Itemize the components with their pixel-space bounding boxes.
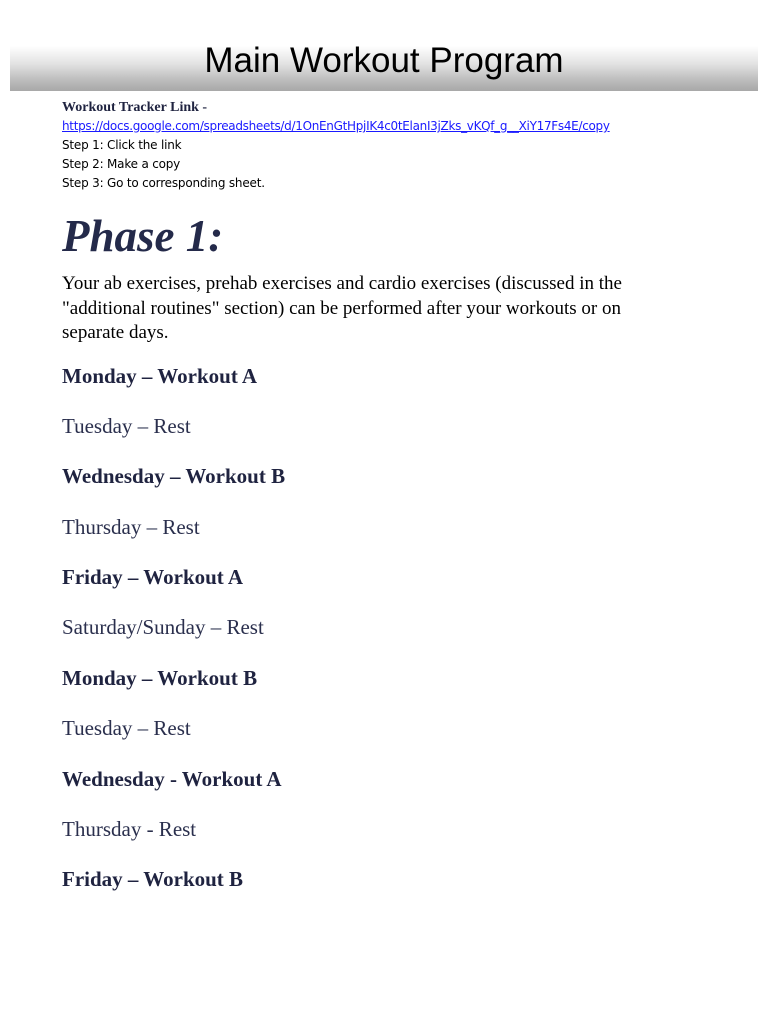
step-1: Step 1: Click the link	[62, 138, 182, 152]
schedule-item: Friday – Workout A	[62, 565, 244, 590]
phase-title: Phase 1:	[62, 211, 224, 261]
schedule-item: Friday – Workout B	[62, 867, 244, 892]
step-2: Step 2: Make a copy	[62, 157, 181, 171]
schedule-item: Monday – Workout B	[62, 665, 258, 690]
tracker-link[interactable]: https://docs.google.com/spreadsheets/d/1OnEnGtHpjIK4c0tElanI3jZks_vKQf_g__XiY17Fs4E/copy	[62, 119, 610, 133]
schedule-item: Wednesday - Workout A	[62, 766, 282, 791]
schedule-list	[62, 364, 742, 918]
schedule-item: Saturday/Sunday – Rest	[62, 615, 264, 640]
tracker-link-label: Workout Tracker Link -	[62, 100, 208, 115]
phase-intro: Your ab exercises, prehab exercises and cardio exercises (discussed in the "additional routines" section) can be performed after your workouts or on separate days.	[62, 273, 622, 343]
schedule-item: Tuesday – Rest	[62, 716, 191, 741]
schedule-item: Wednesday – Workout B	[62, 464, 286, 489]
schedule-item: Monday – Workout A	[62, 363, 258, 388]
schedule-item: Tuesday – Rest	[62, 413, 191, 438]
step-3: Step 3: Go to corresponding sheet.	[62, 176, 265, 190]
schedule-item: Thursday - Rest	[62, 817, 197, 842]
document-body	[62, 98, 742, 918]
schedule-item: Thursday – Rest	[62, 514, 200, 539]
page-title: Main Workout Program	[204, 41, 564, 80]
